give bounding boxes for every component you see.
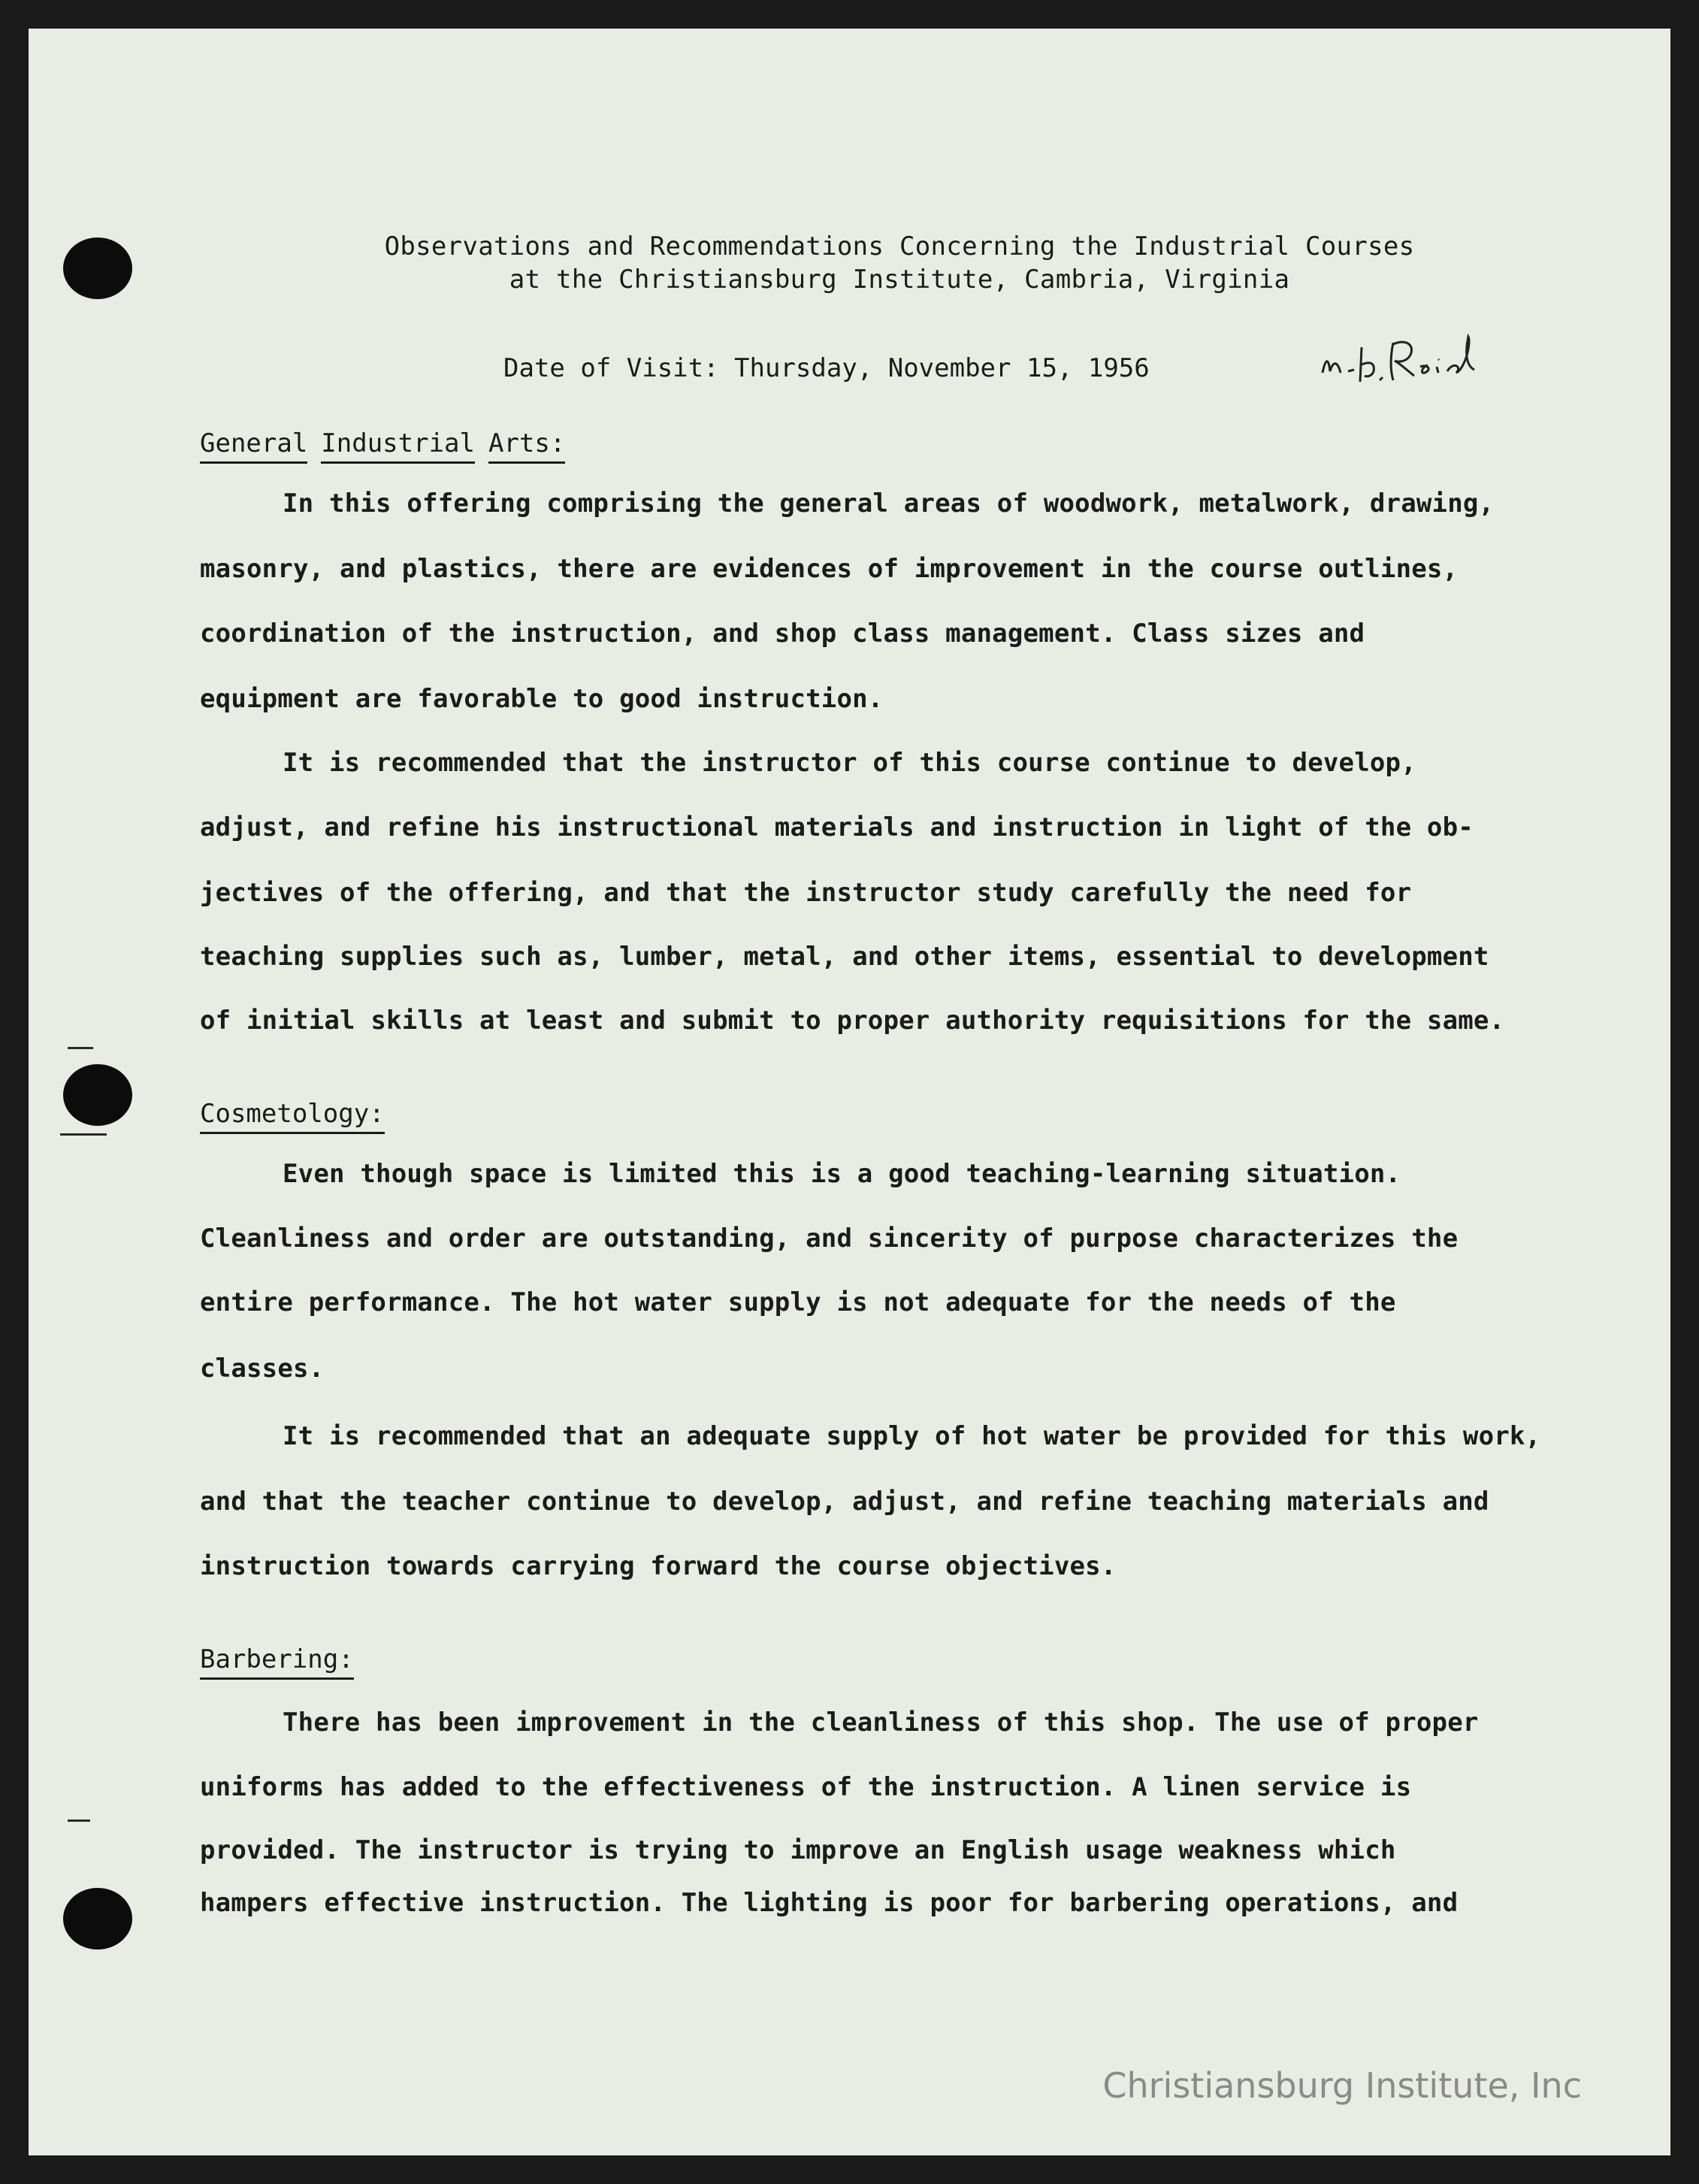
section-heading-general-industrial-arts [200, 428, 579, 458]
punch-hole-bottom [63, 1888, 132, 1950]
paragraph-line: jectives of the offering, and that the instructor study carefully the need for [200, 878, 1412, 908]
paragraph-line: hampers effective instruction. The lighting is poor for barbering operations, and [200, 1888, 1459, 1918]
paragraph-line: It is recommended that the instructor of this course continue to develop, [283, 748, 1416, 778]
heading-word: General [200, 428, 307, 464]
paragraph-line: teaching supplies such as, lumber, metal, and other items, essential to development [200, 942, 1489, 972]
watermark: Christiansburg Institute, Inc [1102, 2065, 1582, 2106]
paragraph-line: It is recommended that an adequate supply of hot water be provided for this work, [283, 1421, 1541, 1451]
paragraph-line: entire performance. The hot water supply is not adequate for the needs of the [200, 1287, 1396, 1317]
section-heading-barbering [200, 1644, 367, 1674]
margin-mark [68, 1047, 93, 1049]
punch-hole-middle [63, 1064, 132, 1126]
paragraph-line: Cleanliness and order are outstanding, and sincerity of purpose characterizes the [200, 1224, 1459, 1254]
visit-date: Date of Visit: Thursday, November 15, 1956 [503, 353, 1150, 383]
handwritten-initials [1315, 328, 1495, 395]
paragraph-line: adjust, and refine his instructional materials and instruction in light of the ob- [200, 812, 1474, 842]
paragraph-line: coordination of the instruction, and shop class management. Class sizes and [200, 619, 1365, 649]
heading-word: Cosmetology: [200, 1099, 385, 1134]
document-title [29, 230, 1699, 296]
paragraph-line: There has been improvement in the cleanliness of this shop. The use of proper [283, 1708, 1479, 1738]
paragraph-line: instruction towards carrying forward the course objectives. [200, 1551, 1117, 1581]
paragraph-line: Even though space is limited this is a good teaching-learning situation. [283, 1159, 1401, 1189]
heading-word: Barbering: [200, 1644, 354, 1680]
section-heading-cosmetology [200, 1099, 398, 1129]
paragraph-line: of initial skills at least and submit to proper authority requisitions for the same. [200, 1006, 1505, 1036]
heading-word: Arts: [488, 428, 565, 464]
paragraph-line: and that the teacher continue to develop, adjust, and refine teaching materials and [200, 1487, 1489, 1517]
paragraph-line: uniforms has added to the effectiveness of the instruction. A linen service is [200, 1772, 1412, 1802]
paragraph-line: provided. The instructor is trying to improve an English usage weakness which [200, 1835, 1396, 1865]
paragraph-line: masonry, and plastics, there are evidences of improvement in the course outlines, [200, 554, 1459, 584]
margin-mark [60, 1133, 107, 1136]
title-line-1: Observations and Recommendations Concerning the Industrial Courses [384, 231, 1415, 262]
paragraph-line: classes. [200, 1354, 325, 1384]
title-line-2: at the Christiansburg Institute, Cambria, Virginia [509, 265, 1290, 295]
paragraph-line: In this offering comprising the general areas of woodwork, metalwork, drawing, [283, 489, 1495, 519]
heading-word: Industrial [321, 428, 475, 464]
paragraph-line: equipment are favorable to good instruction. [200, 684, 884, 714]
margin-mark [68, 1819, 90, 1822]
document-page [29, 29, 1670, 2155]
